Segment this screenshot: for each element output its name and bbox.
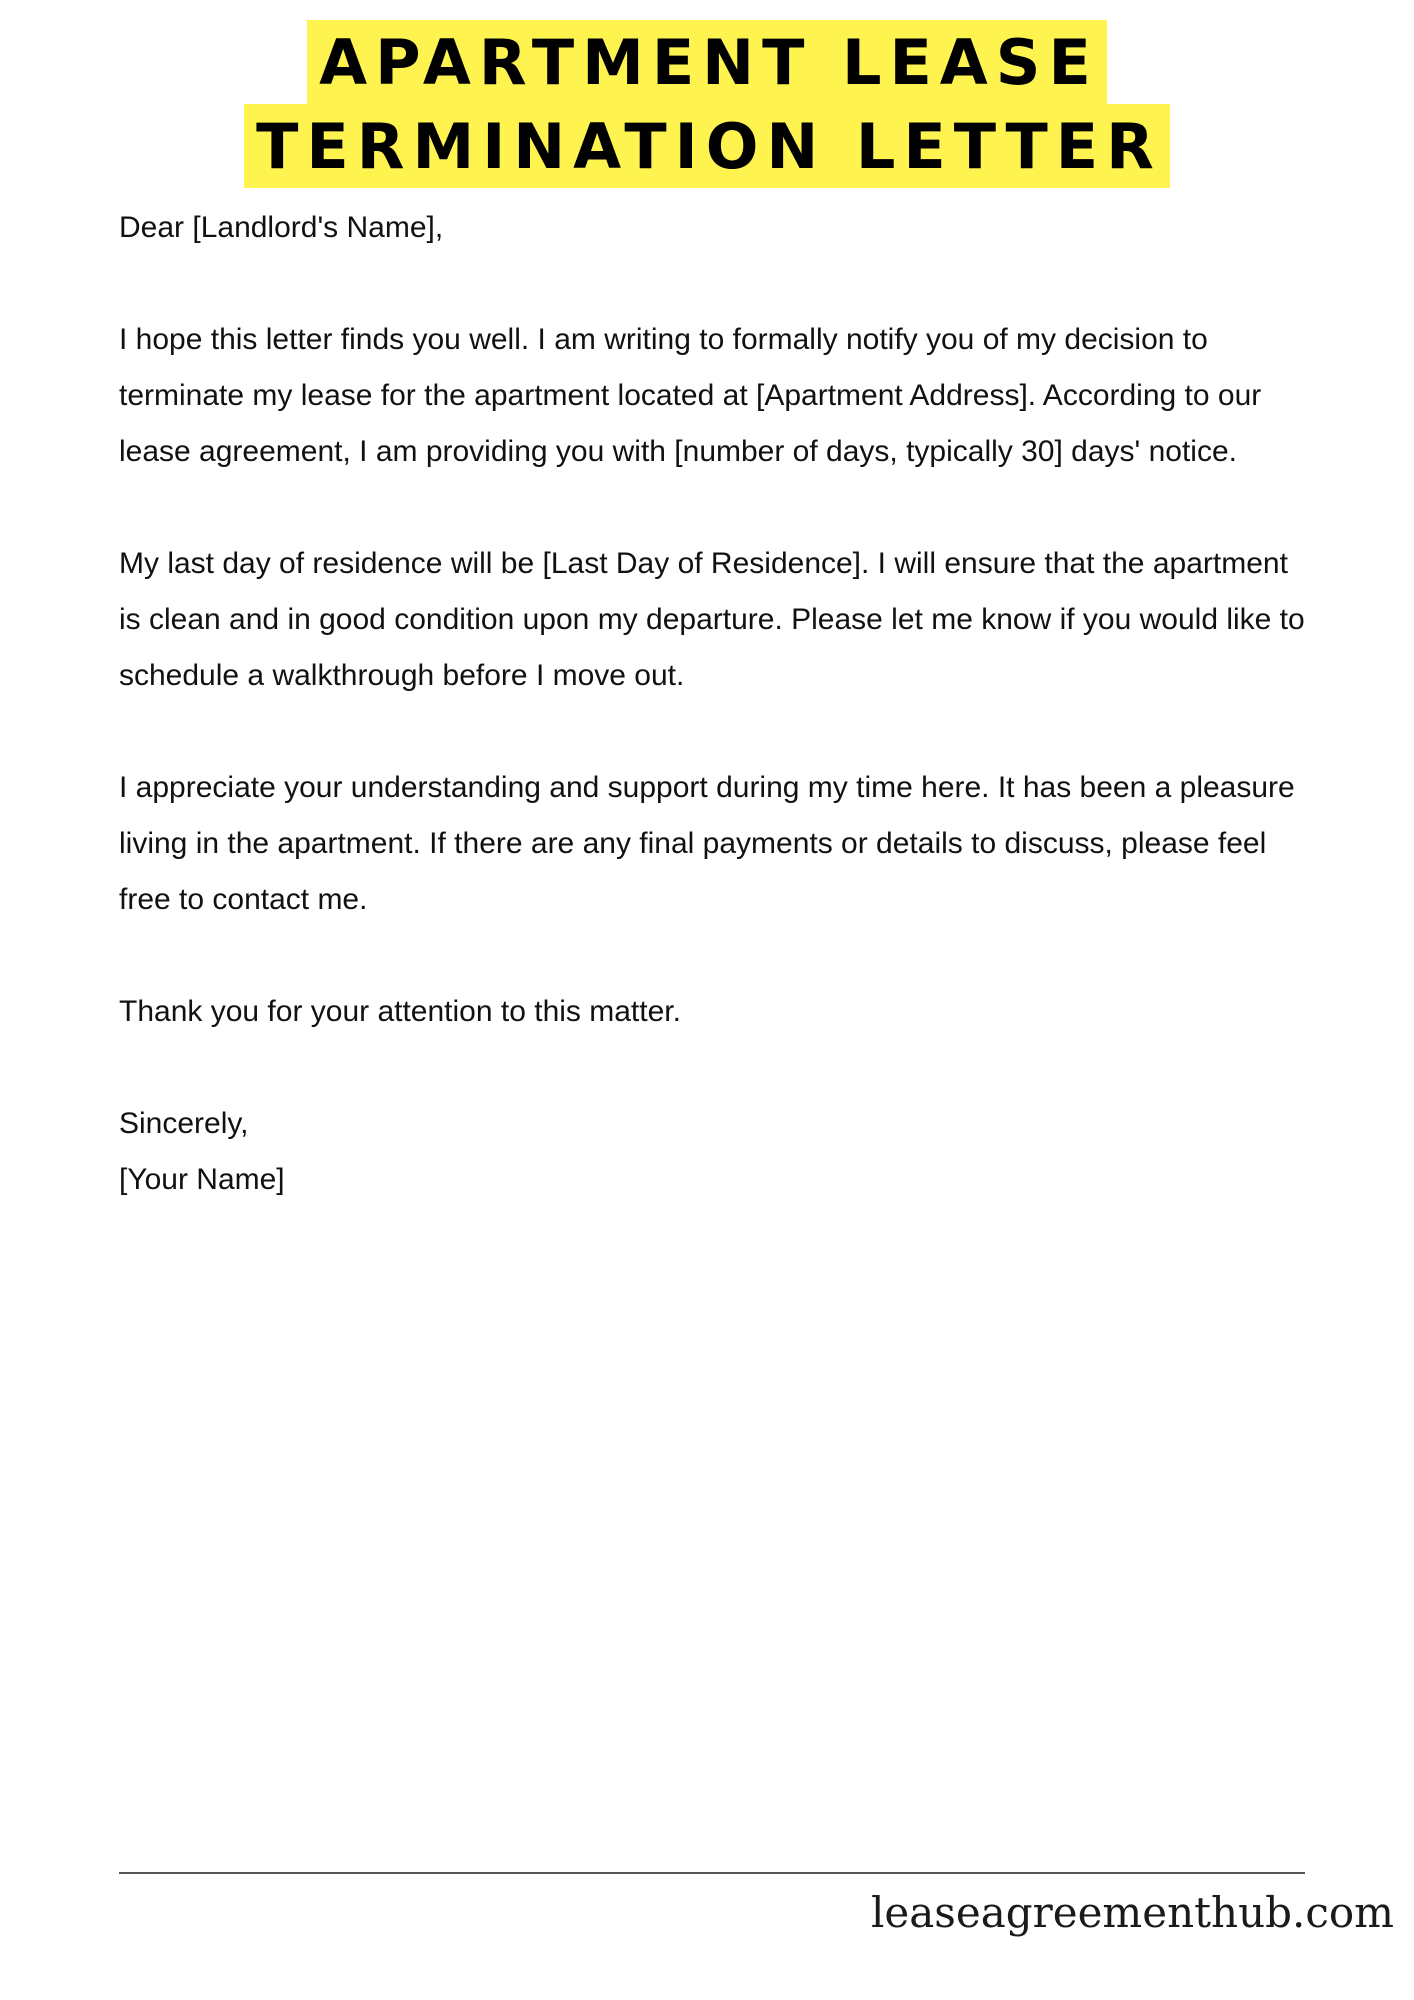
signature: [Your Name]: [119, 1163, 285, 1196]
paragraph-4: Thank you for your attention to this matter.: [119, 995, 681, 1028]
title-line-1: APARTMENT LEASE: [307, 20, 1107, 104]
footer-divider: [119, 1872, 1305, 1874]
letter-body: [119, 200, 1309, 1208]
salutation: Dear [Landlord's Name],: [119, 211, 444, 244]
paragraph-1: I hope this letter finds you well. I am writing to formally notify you of my decision to terminate my lease for the apartment located at [Apartment Address]. According to our lease agreement, I am providing you with [number of days, typically 30] days' notice.: [119, 323, 1262, 468]
title-block: [0, 20, 1414, 188]
paragraph-3: I appreciate your understanding and support during my time here. It has been a pleasure living in the apartment. If there are any final payments or details to discuss, please feel free to contact me.: [119, 771, 1295, 916]
footer-website: leaseagreementhub.com: [870, 1888, 1394, 1937]
closing: Sincerely,: [119, 1107, 249, 1140]
paragraph-2: My last day of residence will be [Last Day of Residence]. I will ensure that the apartment is clean and in good condition upon my departure. Please let me know if you would like to schedule a walkthrough before I move out.: [119, 547, 1305, 692]
title-line-2: TERMINATION LETTER: [244, 104, 1170, 188]
